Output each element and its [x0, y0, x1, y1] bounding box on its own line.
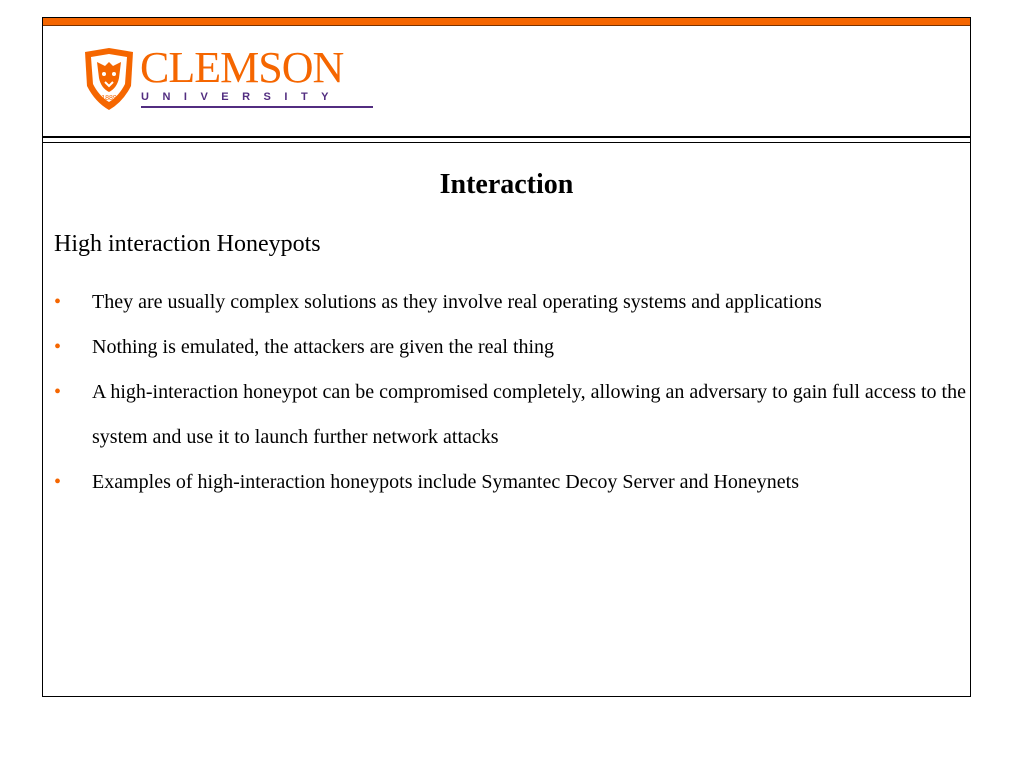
- bullet-item: [54, 370, 974, 460]
- logo-underline: [141, 106, 373, 108]
- bullet-list: [54, 280, 974, 505]
- bullet-item: [54, 460, 974, 505]
- svg-text:1889: 1889: [101, 95, 117, 102]
- bullet-icon: •: [54, 381, 62, 403]
- bullet-icon: •: [54, 336, 62, 358]
- top-orange-band: [43, 18, 970, 26]
- bullet-text: Examples of high-interaction honeypots include Symantec Decoy Server and Honeynets: [92, 471, 800, 493]
- logo-subtitle: UNIVERSITY: [141, 91, 343, 103]
- tiger-shield-icon: [83, 48, 135, 110]
- bullet-item: [54, 325, 974, 370]
- bullet-text: Nothing is emulated, the attackers are given the real thing: [92, 336, 555, 358]
- clemson-logo: [83, 43, 383, 128]
- logo-wordmark: CLEMSON: [140, 43, 344, 92]
- slide-title: Interaction: [439, 169, 574, 200]
- slide-subheading: High interaction Honeypots: [54, 231, 321, 257]
- slide-frame: [42, 17, 971, 697]
- bullet-text: A high-interaction honeypot can be compromised completely, allowing an adversary to gain full access to the system and use it to launch further network attacks: [92, 381, 966, 448]
- header-divider-thin: [43, 142, 970, 143]
- bullet-text: They are usually complex solutions as they involve real operating systems and applications: [92, 291, 822, 313]
- bullet-icon: •: [54, 291, 62, 313]
- bullet-item: [54, 280, 974, 325]
- bullet-icon: •: [54, 471, 62, 493]
- header-divider: [43, 136, 970, 138]
